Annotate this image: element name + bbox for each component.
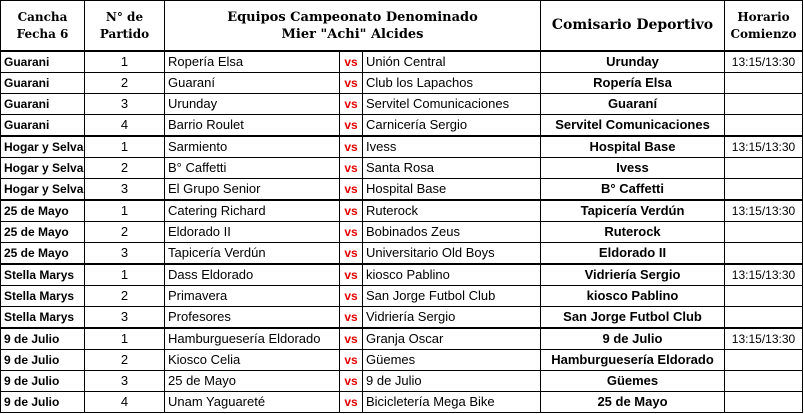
away-team-cell: Universitario Old Boys — [363, 243, 541, 265]
comisario-cell: Guaraní — [541, 94, 725, 115]
table-row — [1, 350, 803, 371]
away-team-cell: Vidriería Sergio — [363, 307, 541, 329]
table-row — [1, 94, 803, 115]
home-team-cell: Hamburguesería Eldorado — [165, 328, 340, 350]
horario-cell — [725, 286, 803, 307]
away-team-cell: Bicicletería Mega Bike — [363, 392, 541, 413]
comisario-cell: Servitel Comunicaciones — [541, 115, 725, 137]
header-partido — [85, 1, 165, 52]
home-team-cell: El Grupo Senior — [165, 179, 340, 201]
home-team-cell: Catering Richard — [165, 200, 340, 222]
comisario-cell: kiosco Pablino — [541, 286, 725, 307]
cancha-cell: 9 de Julio — [1, 350, 85, 371]
away-team-cell: Ivess — [363, 136, 541, 158]
comisario-cell: Ropería Elsa — [541, 73, 725, 94]
table-row — [1, 286, 803, 307]
vs-label: vs — [340, 243, 363, 265]
home-team-cell: Tapicería Verdún — [165, 243, 340, 265]
away-team-cell: Ruterock — [363, 200, 541, 222]
comisario-cell: Tapicería Verdún — [541, 200, 725, 222]
horario-cell: 13:15/13:30 — [725, 328, 803, 350]
horario-cell — [725, 371, 803, 392]
away-team-cell: Carnicería Sergio — [363, 115, 541, 137]
horario-cell — [725, 307, 803, 329]
vs-label: vs — [340, 136, 363, 158]
table-row — [1, 115, 803, 137]
header-num-label: N° de — [105, 9, 144, 24]
vs-label: vs — [340, 158, 363, 179]
vs-label: vs — [340, 286, 363, 307]
away-team-cell: Güemes — [363, 350, 541, 371]
vs-label: vs — [340, 392, 363, 413]
horario-cell — [725, 243, 803, 265]
cancha-cell: Hogar y Selva — [1, 158, 85, 179]
header-comienzo-label: Comienzo — [730, 26, 797, 41]
home-team-cell: Barrio Roulet — [165, 115, 340, 137]
match-number-cell: 2 — [85, 286, 165, 307]
header-row — [1, 1, 803, 52]
table-row — [1, 264, 803, 286]
vs-label: vs — [340, 51, 363, 73]
home-team-cell: Ropería Elsa — [165, 51, 340, 73]
match-number-cell: 2 — [85, 73, 165, 94]
away-team-cell: Club los Lapachos — [363, 73, 541, 94]
horario-cell: 13:15/13:30 — [725, 200, 803, 222]
home-team-cell: Dass Eldorado — [165, 264, 340, 286]
horario-cell — [725, 94, 803, 115]
match-number-cell: 4 — [85, 115, 165, 137]
header-partido-label: Partido — [99, 26, 150, 41]
match-number-cell: 3 — [85, 94, 165, 115]
horario-cell: 13:15/13:30 — [725, 264, 803, 286]
table-row — [1, 243, 803, 265]
horario-cell: 13:15/13:30 — [725, 51, 803, 73]
header-comisario-label: Comisario Deportivo — [551, 17, 714, 33]
header-equipos-line1: Equipos Campeonato Denominado — [227, 9, 478, 25]
cancha-cell: Hogar y Selva — [1, 136, 85, 158]
table-row — [1, 307, 803, 329]
table-row — [1, 222, 803, 243]
match-number-cell: 3 — [85, 179, 165, 201]
table-row — [1, 371, 803, 392]
cancha-cell: Hogar y Selva — [1, 179, 85, 201]
cancha-cell: 9 de Julio — [1, 328, 85, 350]
match-number-cell: 1 — [85, 136, 165, 158]
comisario-cell: 9 de Julio — [541, 328, 725, 350]
cancha-cell: Guarani — [1, 51, 85, 73]
home-team-cell: Urunday — [165, 94, 340, 115]
comisario-cell: Urunday — [541, 51, 725, 73]
header-cancha-label: Cancha — [17, 9, 68, 24]
vs-label: vs — [340, 264, 363, 286]
match-number-cell: 4 — [85, 392, 165, 413]
horario-cell — [725, 392, 803, 413]
match-number-cell: 1 — [85, 328, 165, 350]
cancha-cell: 9 de Julio — [1, 392, 85, 413]
home-team-cell: 25 de Mayo — [165, 371, 340, 392]
horario-cell — [725, 115, 803, 137]
home-team-cell: Profesores — [165, 307, 340, 329]
header-cancha — [1, 1, 85, 52]
vs-label: vs — [340, 328, 363, 350]
cancha-cell: Stella Marys — [1, 286, 85, 307]
table-row — [1, 136, 803, 158]
vs-label: vs — [340, 307, 363, 329]
comisario-cell: Ruterock — [541, 222, 725, 243]
away-team-cell: Servitel Comunicaciones — [363, 94, 541, 115]
vs-label: vs — [340, 73, 363, 94]
comisario-cell: B° Caffetti — [541, 179, 725, 201]
comisario-cell: Hamburguesería Eldorado — [541, 350, 725, 371]
comisario-cell: Ivess — [541, 158, 725, 179]
home-team-cell: Guaraní — [165, 73, 340, 94]
match-number-cell: 2 — [85, 350, 165, 371]
cancha-cell: 25 de Mayo — [1, 200, 85, 222]
table-row — [1, 179, 803, 201]
match-number-cell: 3 — [85, 243, 165, 265]
match-number-cell: 2 — [85, 222, 165, 243]
cancha-cell: Guarani — [1, 73, 85, 94]
header-fecha-label: Fecha 6 — [16, 26, 69, 41]
horario-cell — [725, 179, 803, 201]
home-team-cell: Sarmiento — [165, 136, 340, 158]
cancha-cell: 25 de Mayo — [1, 243, 85, 265]
comisario-cell: 25 de Mayo — [541, 392, 725, 413]
comisario-cell: Eldorado II — [541, 243, 725, 265]
home-team-cell: Unam Yaguareté — [165, 392, 340, 413]
match-number-cell: 3 — [85, 371, 165, 392]
away-team-cell: 9 de Julio — [363, 371, 541, 392]
table-body — [1, 51, 803, 413]
match-number-cell: 3 — [85, 307, 165, 329]
match-number-cell: 1 — [85, 51, 165, 73]
comisario-cell: Hospital Base — [541, 136, 725, 158]
away-team-cell: Granja Oscar — [363, 328, 541, 350]
horario-cell: 13:15/13:30 — [725, 136, 803, 158]
away-team-cell: Unión Central — [363, 51, 541, 73]
vs-label: vs — [340, 200, 363, 222]
vs-label: vs — [340, 115, 363, 137]
vs-label: vs — [340, 371, 363, 392]
header-equipos — [165, 1, 541, 52]
away-team-cell: Santa Rosa — [363, 158, 541, 179]
cancha-cell: Guarani — [1, 94, 85, 115]
cancha-cell: 25 de Mayo — [1, 222, 85, 243]
away-team-cell: Hospital Base — [363, 179, 541, 201]
vs-label: vs — [340, 350, 363, 371]
table-row — [1, 51, 803, 73]
home-team-cell: Primavera — [165, 286, 340, 307]
home-team-cell: Kiosco Celia — [165, 350, 340, 371]
table-row — [1, 328, 803, 350]
comisario-cell: Güemes — [541, 371, 725, 392]
comisario-cell: San Jorge Futbol Club — [541, 307, 725, 329]
cancha-cell: Stella Marys — [1, 307, 85, 329]
horario-cell — [725, 350, 803, 371]
home-team-cell: Eldorado II — [165, 222, 340, 243]
header-horario — [725, 1, 803, 52]
table-row — [1, 392, 803, 413]
away-team-cell: kiosco Pablino — [363, 264, 541, 286]
vs-label: vs — [340, 94, 363, 115]
header-equipos-line2: Mier "Achi" Alcides — [281, 26, 424, 42]
header-comisario — [541, 1, 725, 52]
vs-label: vs — [340, 222, 363, 243]
vs-label: vs — [340, 179, 363, 201]
horario-cell — [725, 222, 803, 243]
match-number-cell: 1 — [85, 200, 165, 222]
away-team-cell: Bobinados Zeus — [363, 222, 541, 243]
header-horario-label: Horario — [737, 9, 790, 24]
cancha-cell: Guarani — [1, 115, 85, 137]
horario-cell — [725, 73, 803, 94]
comisario-cell: Vidriería Sergio — [541, 264, 725, 286]
home-team-cell: B° Caffetti — [165, 158, 340, 179]
horario-cell — [725, 158, 803, 179]
match-number-cell: 2 — [85, 158, 165, 179]
table-row — [1, 200, 803, 222]
cancha-cell: 9 de Julio — [1, 371, 85, 392]
table-row — [1, 73, 803, 94]
table-row — [1, 158, 803, 179]
match-number-cell: 1 — [85, 264, 165, 286]
cancha-cell: Stella Marys — [1, 264, 85, 286]
away-team-cell: San Jorge Futbol Club — [363, 286, 541, 307]
